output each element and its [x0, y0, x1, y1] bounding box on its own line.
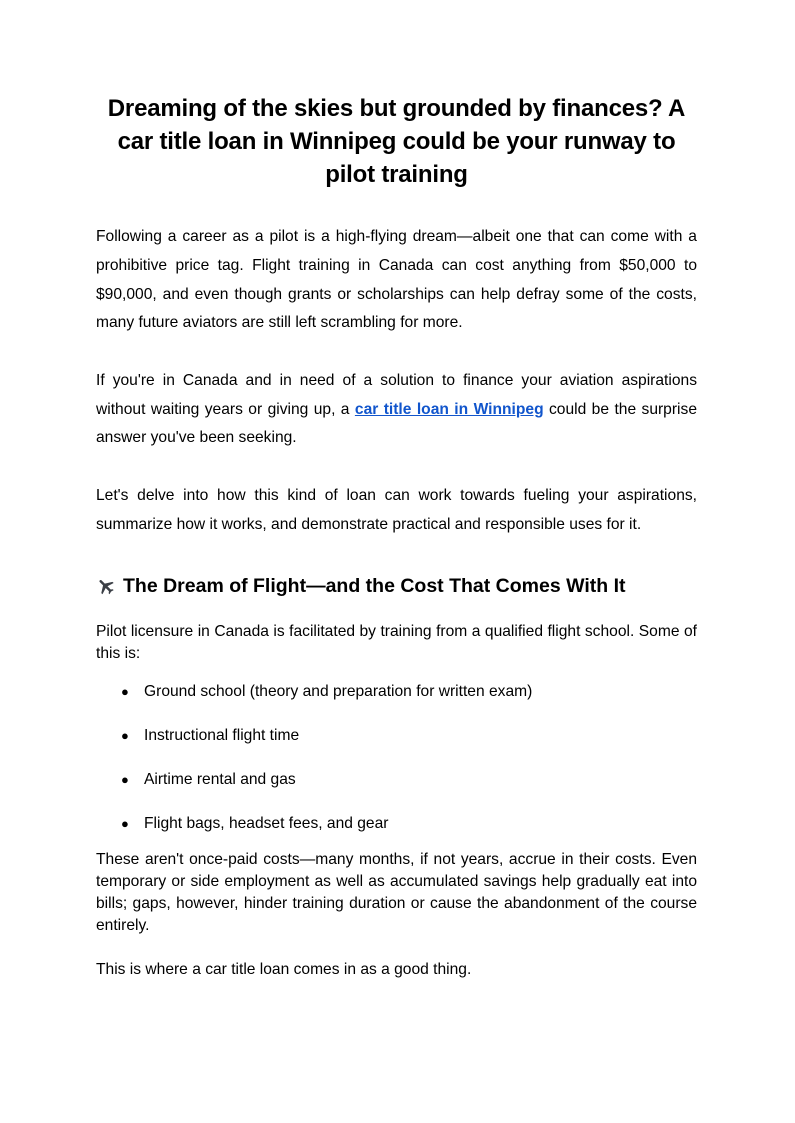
- intro-paragraph-3: Let's delve into how this kind of loan can work towards fueling your aspirations, summarize how it works, and demonstrate practical and responsible uses for it.: [96, 486, 697, 533]
- list-item: [96, 813, 697, 835]
- bullet: ●: [121, 728, 129, 744]
- document-page: [96, 92, 697, 981]
- bullet: ●: [121, 816, 129, 832]
- car-title-loan-link[interactable]: car title loan in Winnipeg: [354, 400, 544, 418]
- costs-paragraph: These aren't once-paid costs—many months, if not years, accrue in their costs. Even temporary or side employment as well as accumulated savings help gradually eat into bills; gaps, however, hinder training duration or cause the abandonment of the course entirely.: [96, 851, 697, 935]
- intro-paragraph-2-end: could be the surprise answer you've been seeking.: [96, 400, 697, 447]
- list-item: [96, 681, 697, 703]
- list-item: [96, 769, 697, 791]
- list-item: [96, 725, 697, 747]
- intro-paragraph-2-start: If you're in Canada and in need of a solution to finance your aviation aspirations without waiting years or giving up, a: [96, 371, 697, 418]
- airplane-icon: [96, 576, 116, 596]
- list-item-text: Airtime rental and gas: [144, 771, 296, 789]
- intro-paragraph-2: [96, 367, 697, 453]
- section-heading: [96, 573, 697, 599]
- list-item-text: Flight bags, headset fees, and gear: [144, 815, 389, 833]
- section-lead: Pilot licensure in Canada is facilitated by training from a qualified flight school. Some of this is:: [96, 623, 697, 663]
- intro-paragraph-1: Following a career as a pilot is a high-flying dream—albeit one that can come with a prohibitive price tag. Flight training in Canada can cost anything from $50,000 to $90,000, and even though grants or scholarships can help defray some of the costs, many future aviators are still left scrambling for more.: [96, 228, 697, 332]
- bullet: ●: [121, 772, 129, 788]
- cost-list: [96, 681, 697, 835]
- page-title: Dreaming of the skies but grounded by finances? A car title loan in Winnipeg could be your runway to pilot training: [107, 95, 686, 188]
- section-heading-text: The Dream of Flight—and the Cost That Comes With It: [123, 575, 626, 598]
- list-item-text: Instructional flight time: [144, 727, 300, 745]
- list-item-text: Ground school (theory and preparation for written exam): [144, 683, 533, 701]
- bullet: ●: [121, 684, 129, 700]
- closing-paragraph: This is where a car title loan comes in as a good thing.: [96, 961, 472, 979]
